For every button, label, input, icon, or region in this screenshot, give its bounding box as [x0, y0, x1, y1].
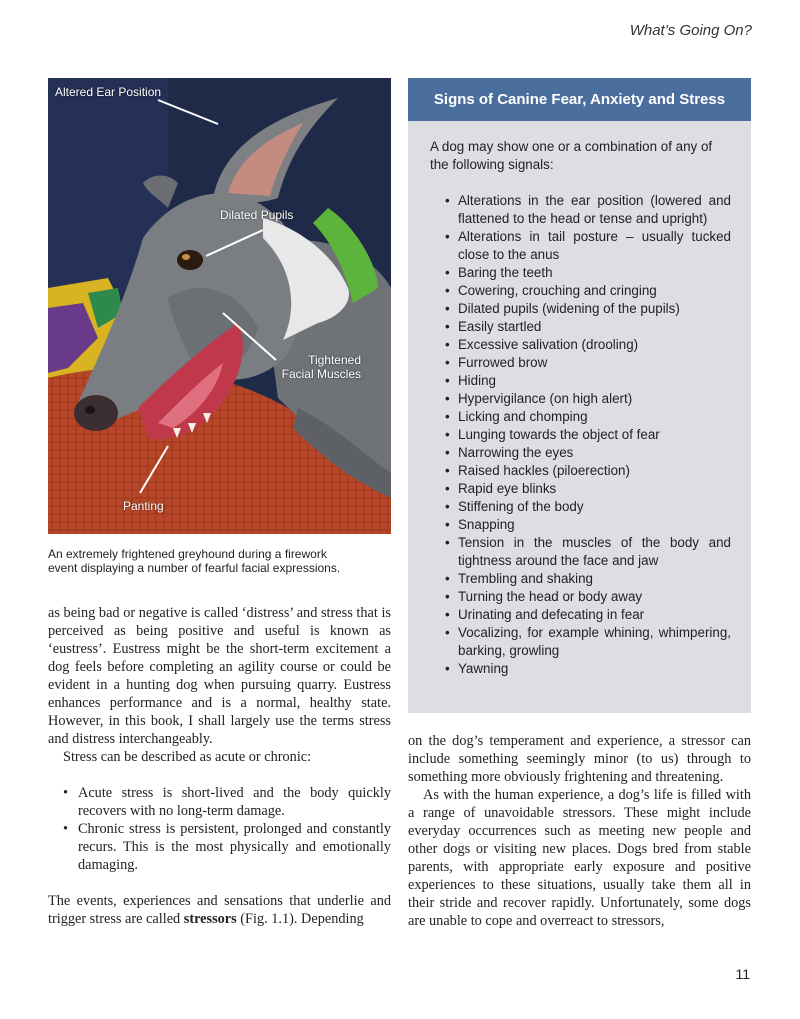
list-item: • Hypervigilance (on high alert): [430, 390, 731, 408]
stressors-term: stressors: [183, 911, 237, 927]
list-item: • Alterations in tail posture – usually tucked close to the anus: [430, 228, 731, 264]
list-item: • Lunging towards the object of fear: [430, 426, 731, 444]
list-item: • Alterations in the ear position (lowered and flattened to the head or tense and upright): [430, 192, 731, 228]
signals-list: [430, 192, 731, 678]
body-column-left: [48, 604, 391, 928]
label-panting: Panting: [123, 499, 164, 513]
running-title: What’s Going On?: [629, 22, 752, 39]
sidebar-title: Signs of Canine Fear, Anxiety and Stress: [408, 78, 751, 121]
body-paragraph: Stress can be described as acute or chronic:: [63, 749, 312, 765]
list-item: • Trembling and shaking: [430, 570, 731, 588]
label-dilated-pupils: Dilated Pupils: [220, 208, 294, 222]
figure-caption: [48, 547, 391, 575]
list-item: • Turning the head or body away: [430, 588, 731, 606]
stressors-text-after: (Fig. 1.1). Depending: [236, 911, 364, 927]
body-paragraph: As with the human experience, a dog’s life is filled with a range of unavoidable stressors. These might include everyday occurrences such as meeting new people and other dogs or visiting new places. Dogs bred from stable parents, with appropriate early exposure and positive experiences to these situations, usually take them all in their stride and recover rapidly. Unfortunately, some dogs are unable to cope and overreact to stressors,: [408, 787, 751, 929]
list-item: • Acute stress is short-lived and the body quickly recovers with no long-term damage.: [48, 784, 391, 820]
list-item: • Vocalizing, for example whining, whimpering, barking, growling: [430, 624, 731, 660]
list-item: • Tension in the muscles of the body and tightness around the face and jaw: [430, 534, 731, 570]
sidebar-intro: A dog may show one or a combination of any of the following signals:: [430, 139, 713, 172]
stress-types-list: [48, 784, 391, 874]
body-paragraph: on the dog’s temperament and experience, a stressor can include something seemingly minor (to us) through to something more obviously frightening and threatening.: [408, 733, 751, 785]
list-item: • Dilated pupils (widening of the pupils): [430, 300, 731, 318]
signs-sidebar: [408, 78, 751, 713]
list-item: • Narrowing the eyes: [430, 444, 731, 462]
greyhound-illustration: [48, 78, 391, 534]
body-column-right: [408, 732, 751, 930]
list-item: • Urinating and defecating in fear: [430, 606, 731, 624]
list-item: • Yawning: [430, 660, 731, 678]
list-item: • Licking and chomping: [430, 408, 731, 426]
label-muscles-line2: Facial Muscles: [281, 367, 361, 381]
greyhound-photo: [48, 78, 391, 534]
label-muscles-line1: Tightened: [308, 353, 361, 367]
list-item: • Baring the teeth: [430, 264, 731, 282]
list-item: • Easily startled: [430, 318, 731, 336]
caption-line2: event displaying a number of fearful facial expressions.: [48, 561, 341, 575]
list-item: • Chronic stress is persistent, prolonged and constantly recurs. This is the most physically and emotionally damaging.: [48, 820, 391, 874]
caption-line1: An extremely frightened greyhound during a firework: [48, 547, 327, 561]
list-item: • Rapid eye blinks: [430, 480, 731, 498]
list-item: • Cowering, crouching and cringing: [430, 282, 731, 300]
list-item: • Hiding: [430, 372, 731, 390]
body-paragraph: as being bad or negative is called ‘distress’ and stress that is perceived as being positive and useful is known as ‘eustress’. Eustress might be the short-term excitement a dog feels before completing an agility course or could be evident in a hunting dog when pursuing quarry. Eustress enhances performance and is a normal, healthy state. However, in this book, I shall largely use the terms stress and distress interchangeably.: [48, 605, 391, 747]
list-item: • Excessive salivation (drooling): [430, 336, 731, 354]
body-paragraph: [48, 892, 391, 928]
label-altered-ear-position: Altered Ear Position: [55, 85, 162, 99]
list-item: • Raised hackles (piloerection): [430, 462, 731, 480]
page-number: 11: [735, 966, 750, 982]
list-item: • Snapping: [430, 516, 731, 534]
stressors-text-before: The events, experiences and sensations that underlie and trigger stress are called: [48, 893, 391, 927]
list-item: • Stiffening of the body: [430, 498, 731, 516]
list-item: • Furrowed brow: [430, 354, 731, 372]
label-tightened-facial-muscles: [282, 353, 361, 381]
